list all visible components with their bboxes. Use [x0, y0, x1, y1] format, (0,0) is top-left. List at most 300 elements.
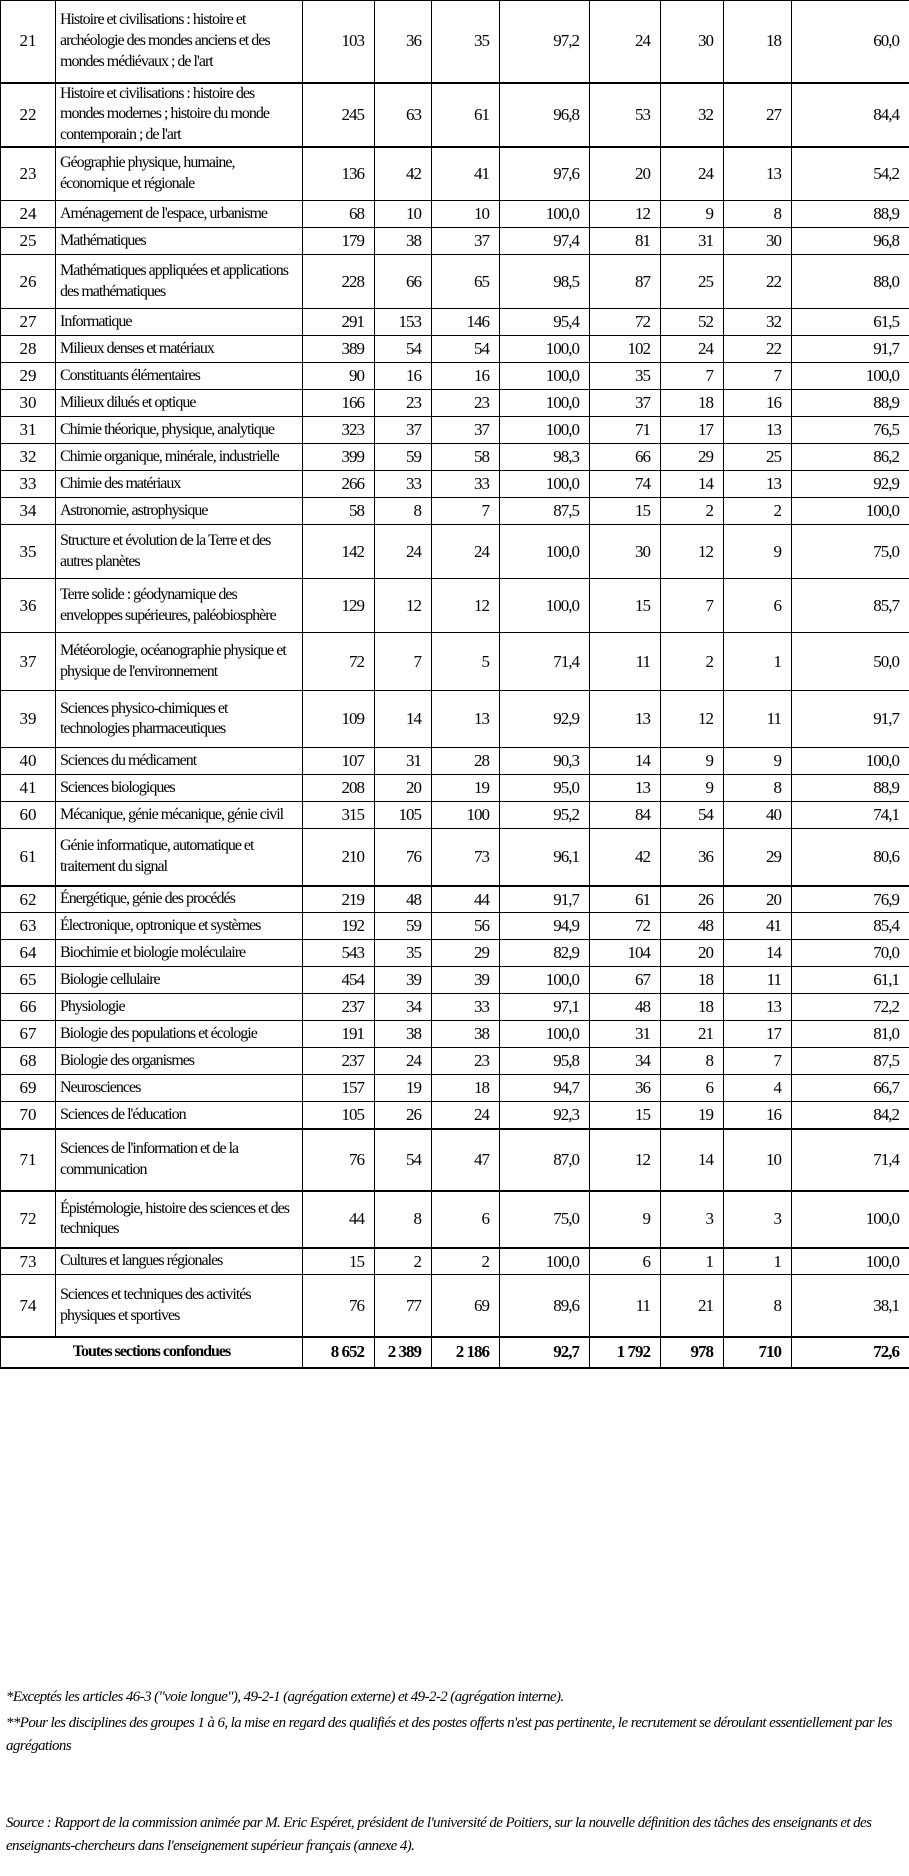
value-cell-2: 38: [375, 1021, 432, 1048]
section-number: 70: [1, 1102, 56, 1129]
value-cell-7: 10: [724, 1129, 792, 1191]
value-cell-5: 67: [590, 967, 661, 994]
section-label: Mathématiques appliquées et applications des mathématiques: [56, 255, 303, 309]
value-cell-5: 53: [590, 83, 661, 147]
value-cell-3: 69: [432, 1275, 500, 1337]
section-number: 25: [1, 228, 56, 255]
value-cell-6: 54: [661, 802, 724, 829]
value-cell-1: 129: [303, 579, 375, 633]
value-cell-7: 7: [724, 363, 792, 390]
value-cell-8: 88,9: [792, 201, 909, 228]
value-cell-6: 31: [661, 228, 724, 255]
value-cell-6: 3: [661, 1191, 724, 1248]
table-row: [1, 579, 909, 633]
value-cell-5: 87: [590, 255, 661, 309]
table-row: [1, 228, 909, 255]
value-cell-1: 399: [303, 444, 375, 471]
value-cell-4: 89,6: [500, 1275, 590, 1337]
value-cell-3: 7: [432, 498, 500, 525]
value-cell-4: 92,7: [500, 1337, 590, 1368]
value-cell-4: 97,6: [500, 147, 590, 201]
table-row: [1, 1048, 909, 1075]
value-cell-4: 82,9: [500, 940, 590, 967]
value-cell-3: 35: [432, 1, 500, 83]
table-row: [1, 748, 909, 775]
section-number: 66: [1, 994, 56, 1021]
section-label: Structure et évolution de la Terre et des autres planètes: [56, 525, 303, 579]
value-cell-3: 12: [432, 579, 500, 633]
value-cell-5: 36: [590, 1075, 661, 1102]
value-cell-7: 11: [724, 691, 792, 748]
value-cell-7: 8: [724, 1275, 792, 1337]
value-cell-8: 76,9: [792, 886, 909, 913]
value-cell-8: 91,7: [792, 691, 909, 748]
value-cell-3: 28: [432, 748, 500, 775]
value-cell-4: 97,4: [500, 228, 590, 255]
value-cell-2: 2: [375, 1248, 432, 1275]
value-cell-6: 48: [661, 913, 724, 940]
value-cell-1: 76: [303, 1275, 375, 1337]
table-row: [1, 147, 909, 201]
value-cell-3: 41: [432, 147, 500, 201]
value-cell-5: 48: [590, 994, 661, 1021]
value-cell-5: 6: [590, 1248, 661, 1275]
section-label: Électronique, optronique et systèmes: [56, 913, 303, 940]
value-cell-2: 26: [375, 1102, 432, 1129]
section-label: Chimie théorique, physique, analytique: [56, 417, 303, 444]
value-cell-1: 237: [303, 994, 375, 1021]
value-cell-8: 71,4: [792, 1129, 909, 1191]
value-cell-2: 39: [375, 967, 432, 994]
value-cell-5: 20: [590, 147, 661, 201]
value-cell-2: 33: [375, 471, 432, 498]
table-row: [1, 1, 909, 83]
value-cell-3: 54: [432, 336, 500, 363]
value-cell-8: 70,0: [792, 940, 909, 967]
section-label: Géographie physique, humaine, économique et régionale: [56, 147, 303, 201]
value-cell-4: 96,1: [500, 829, 590, 886]
value-cell-4: 87,0: [500, 1129, 590, 1191]
value-cell-6: 7: [661, 579, 724, 633]
value-cell-5: 74: [590, 471, 661, 498]
value-cell-7: 11: [724, 967, 792, 994]
section-label: Mathématiques: [56, 228, 303, 255]
value-cell-4: 91,7: [500, 886, 590, 913]
value-cell-3: 47: [432, 1129, 500, 1191]
section-label: Cultures et langues régionales: [56, 1248, 303, 1275]
value-cell-5: 1 792: [590, 1337, 661, 1368]
value-cell-5: 72: [590, 309, 661, 336]
value-cell-6: 19: [661, 1102, 724, 1129]
section-number: 34: [1, 498, 56, 525]
section-number: 24: [1, 201, 56, 228]
value-cell-6: 2: [661, 498, 724, 525]
value-cell-4: 92,3: [500, 1102, 590, 1129]
value-cell-3: 73: [432, 829, 500, 886]
total-row: [1, 1337, 909, 1368]
value-cell-8: 72,6: [792, 1337, 909, 1368]
value-cell-8: 81,0: [792, 1021, 909, 1048]
section-number: 63: [1, 913, 56, 940]
section-number: 27: [1, 309, 56, 336]
value-cell-6: 24: [661, 147, 724, 201]
value-cell-3: 38: [432, 1021, 500, 1048]
value-cell-6: 14: [661, 471, 724, 498]
value-cell-1: 58: [303, 498, 375, 525]
value-cell-4: 75,0: [500, 1191, 590, 1248]
value-cell-3: 13: [432, 691, 500, 748]
value-cell-2: 76: [375, 829, 432, 886]
value-cell-2: 10: [375, 201, 432, 228]
value-cell-1: 245: [303, 83, 375, 147]
section-number: 21: [1, 1, 56, 83]
table-row: [1, 775, 909, 802]
value-cell-2: 54: [375, 336, 432, 363]
value-cell-5: 72: [590, 913, 661, 940]
section-label: Physiologie: [56, 994, 303, 1021]
value-cell-4: 95,0: [500, 775, 590, 802]
value-cell-3: 37: [432, 417, 500, 444]
value-cell-7: 1: [724, 633, 792, 691]
table-row: [1, 1275, 909, 1337]
value-cell-6: 8: [661, 1048, 724, 1075]
value-cell-2: 14: [375, 691, 432, 748]
value-cell-6: 18: [661, 994, 724, 1021]
value-cell-7: 3: [724, 1191, 792, 1248]
value-cell-8: 100,0: [792, 1248, 909, 1275]
value-cell-2: 34: [375, 994, 432, 1021]
value-cell-8: 38,1: [792, 1275, 909, 1337]
table-row: [1, 525, 909, 579]
value-cell-7: 9: [724, 525, 792, 579]
table-row: [1, 1191, 909, 1248]
value-cell-5: 37: [590, 390, 661, 417]
value-cell-6: 9: [661, 201, 724, 228]
value-cell-3: 2 186: [432, 1337, 500, 1368]
value-cell-1: 107: [303, 748, 375, 775]
value-cell-8: 50,0: [792, 633, 909, 691]
value-cell-2: 66: [375, 255, 432, 309]
value-cell-6: 14: [661, 1129, 724, 1191]
section-number: 33: [1, 471, 56, 498]
value-cell-2: 48: [375, 886, 432, 913]
value-cell-6: 2: [661, 633, 724, 691]
value-cell-6: 18: [661, 967, 724, 994]
value-cell-7: 16: [724, 1102, 792, 1129]
value-cell-5: 13: [590, 691, 661, 748]
table-row: [1, 829, 909, 886]
value-cell-7: 13: [724, 994, 792, 1021]
value-cell-5: 15: [590, 1102, 661, 1129]
section-number: 37: [1, 633, 56, 691]
value-cell-2: 153: [375, 309, 432, 336]
footnote-disciplines: **Pour les disciplines des groupes 1 à 6, la mise en regard des qualifiés et des postes offerts n'est pas pertinente, le recrutement se déroulant essentiellement par les agrégations: [6, 1715, 892, 1755]
value-cell-8: 88,9: [792, 390, 909, 417]
value-cell-8: 72,2: [792, 994, 909, 1021]
value-cell-5: 31: [590, 1021, 661, 1048]
value-cell-1: 76: [303, 1129, 375, 1191]
section-label: Chimie organique, minérale, industrielle: [56, 444, 303, 471]
value-cell-2: 38: [375, 228, 432, 255]
table-body: [1, 1, 909, 1368]
table-row: [1, 691, 909, 748]
value-cell-7: 22: [724, 255, 792, 309]
table-row: [1, 471, 909, 498]
table-row: [1, 633, 909, 691]
value-cell-6: 30: [661, 1, 724, 83]
value-cell-5: 66: [590, 444, 661, 471]
section-label: Informatique: [56, 309, 303, 336]
value-cell-4: 100,0: [500, 967, 590, 994]
value-cell-5: 14: [590, 748, 661, 775]
section-label: Chimie des matériaux: [56, 471, 303, 498]
value-cell-3: 61: [432, 83, 500, 147]
value-cell-8: 96,8: [792, 228, 909, 255]
value-cell-1: 389: [303, 336, 375, 363]
section-number: 65: [1, 967, 56, 994]
value-cell-4: 94,7: [500, 1075, 590, 1102]
value-cell-4: 100,0: [500, 525, 590, 579]
table-row: [1, 390, 909, 417]
value-cell-5: 11: [590, 633, 661, 691]
value-cell-7: 30: [724, 228, 792, 255]
section-number: 64: [1, 940, 56, 967]
value-cell-6: 1: [661, 1248, 724, 1275]
value-cell-1: 208: [303, 775, 375, 802]
section-number: 35: [1, 525, 56, 579]
value-cell-2: 35: [375, 940, 432, 967]
table-row: [1, 1248, 909, 1275]
value-cell-6: 12: [661, 525, 724, 579]
value-cell-3: 65: [432, 255, 500, 309]
value-cell-4: 100,0: [500, 579, 590, 633]
value-cell-4: 92,9: [500, 691, 590, 748]
value-cell-5: 71: [590, 417, 661, 444]
value-cell-4: 95,2: [500, 802, 590, 829]
value-cell-3: 23: [432, 390, 500, 417]
section-number: 72: [1, 1191, 56, 1248]
value-cell-7: 41: [724, 913, 792, 940]
section-label: Biologie des populations et écologie: [56, 1021, 303, 1048]
table-row: [1, 363, 909, 390]
value-cell-1: 219: [303, 886, 375, 913]
value-cell-3: 18: [432, 1075, 500, 1102]
value-cell-2: 77: [375, 1275, 432, 1337]
value-cell-4: 97,2: [500, 1, 590, 83]
value-cell-7: 2: [724, 498, 792, 525]
value-cell-2: 36: [375, 1, 432, 83]
value-cell-3: 44: [432, 886, 500, 913]
value-cell-3: 10: [432, 201, 500, 228]
section-label: Aménagement de l'espace, urbanisme: [56, 201, 303, 228]
value-cell-6: 25: [661, 255, 724, 309]
value-cell-7: 32: [724, 309, 792, 336]
value-cell-5: 61: [590, 886, 661, 913]
source-note: Source : Rapport de la commission animée par M. Eric Espéret, président de l'université de Poitiers, sur la nouvelle définition des tâches des enseignants et des enseignants-chercheurs dans l'enseignement supérieur français (annexe 4).: [6, 1815, 872, 1855]
value-cell-1: 179: [303, 228, 375, 255]
table-row: [1, 83, 909, 147]
value-cell-2: 24: [375, 525, 432, 579]
value-cell-4: 98,3: [500, 444, 590, 471]
value-cell-7: 7: [724, 1048, 792, 1075]
section-number: 32: [1, 444, 56, 471]
value-cell-7: 13: [724, 471, 792, 498]
value-cell-5: 104: [590, 940, 661, 967]
section-number: 22: [1, 83, 56, 147]
section-number: 30: [1, 390, 56, 417]
value-cell-2: 7: [375, 633, 432, 691]
value-cell-4: 100,0: [500, 390, 590, 417]
value-cell-1: 543: [303, 940, 375, 967]
value-cell-7: 17: [724, 1021, 792, 1048]
value-cell-6: 21: [661, 1021, 724, 1048]
table-row: [1, 802, 909, 829]
value-cell-7: 6: [724, 579, 792, 633]
value-cell-7: 13: [724, 147, 792, 201]
value-cell-6: 12: [661, 691, 724, 748]
value-cell-2: 8: [375, 1191, 432, 1248]
value-cell-8: 87,5: [792, 1048, 909, 1075]
value-cell-4: 100,0: [500, 336, 590, 363]
value-cell-5: 30: [590, 525, 661, 579]
table-row: [1, 1129, 909, 1191]
value-cell-8: 60,0: [792, 1, 909, 83]
value-cell-6: 32: [661, 83, 724, 147]
value-cell-5: 81: [590, 228, 661, 255]
value-cell-2: 37: [375, 417, 432, 444]
section-number: 31: [1, 417, 56, 444]
value-cell-5: 11: [590, 1275, 661, 1337]
value-cell-5: 12: [590, 201, 661, 228]
value-cell-4: 100,0: [500, 471, 590, 498]
value-cell-4: 87,5: [500, 498, 590, 525]
value-cell-3: 19: [432, 775, 500, 802]
table-row: [1, 1075, 909, 1102]
section-label: Sciences et techniques des activités physiques et sportives: [56, 1275, 303, 1337]
section-label: Histoire et civilisations : histoire des mondes modernes ; histoire du monde contemporain ; de l'art: [56, 83, 303, 147]
section-label: Sciences biologiques: [56, 775, 303, 802]
value-cell-3: 56: [432, 913, 500, 940]
table-row: [1, 498, 909, 525]
value-cell-3: 58: [432, 444, 500, 471]
value-cell-1: 109: [303, 691, 375, 748]
value-cell-2: 12: [375, 579, 432, 633]
section-label: Sciences du médicament: [56, 748, 303, 775]
value-cell-8: 75,0: [792, 525, 909, 579]
value-cell-8: 61,1: [792, 967, 909, 994]
value-cell-8: 85,4: [792, 913, 909, 940]
value-cell-3: 16: [432, 363, 500, 390]
value-cell-4: 95,8: [500, 1048, 590, 1075]
value-cell-2: 8: [375, 498, 432, 525]
value-cell-4: 90,3: [500, 748, 590, 775]
value-cell-3: 29: [432, 940, 500, 967]
section-label: Mécanique, génie mécanique, génie civil: [56, 802, 303, 829]
section-number: 28: [1, 336, 56, 363]
value-cell-2: 2 389: [375, 1337, 432, 1368]
footnote-exceptions: *Exceptés les articles 46-3 ("voie longue"), 49-2-1 (agrégation externe) et 49-2-2 (agrégation interne).: [6, 1689, 564, 1705]
value-cell-2: 59: [375, 913, 432, 940]
value-cell-3: 146: [432, 309, 500, 336]
total-label: Toutes sections confondues: [1, 1337, 303, 1368]
value-cell-3: 6: [432, 1191, 500, 1248]
section-number: 68: [1, 1048, 56, 1075]
value-cell-7: 22: [724, 336, 792, 363]
value-cell-6: 17: [661, 417, 724, 444]
value-cell-7: 4: [724, 1075, 792, 1102]
value-cell-4: 71,4: [500, 633, 590, 691]
table-row: [1, 255, 909, 309]
section-label: Neurosciences: [56, 1075, 303, 1102]
value-cell-4: 100,0: [500, 1248, 590, 1275]
section-number: 41: [1, 775, 56, 802]
table-row: [1, 886, 909, 913]
value-cell-8: 84,2: [792, 1102, 909, 1129]
value-cell-2: 105: [375, 802, 432, 829]
section-number: 71: [1, 1129, 56, 1191]
value-cell-8: 91,7: [792, 336, 909, 363]
value-cell-7: 710: [724, 1337, 792, 1368]
value-cell-2: 16: [375, 363, 432, 390]
value-cell-1: 191: [303, 1021, 375, 1048]
value-cell-8: 85,7: [792, 579, 909, 633]
value-cell-6: 20: [661, 940, 724, 967]
value-cell-8: 66,7: [792, 1075, 909, 1102]
value-cell-5: 35: [590, 363, 661, 390]
value-cell-7: 27: [724, 83, 792, 147]
value-cell-6: 18: [661, 390, 724, 417]
value-cell-2: 24: [375, 1048, 432, 1075]
value-cell-1: 291: [303, 309, 375, 336]
section-label: Génie informatique, automatique et traitement du signal: [56, 829, 303, 886]
value-cell-4: 100,0: [500, 201, 590, 228]
value-cell-5: 102: [590, 336, 661, 363]
section-number: 40: [1, 748, 56, 775]
value-cell-8: 54,2: [792, 147, 909, 201]
table-row: [1, 444, 909, 471]
section-label: Sciences de l'information et de la communication: [56, 1129, 303, 1191]
value-cell-7: 1: [724, 1248, 792, 1275]
section-label: Météorologie, océanographie physique et physique de l'environnement: [56, 633, 303, 691]
value-cell-3: 24: [432, 1102, 500, 1129]
value-cell-1: 8 652: [303, 1337, 375, 1368]
value-cell-1: 136: [303, 147, 375, 201]
value-cell-8: 92,9: [792, 471, 909, 498]
value-cell-5: 42: [590, 829, 661, 886]
value-cell-3: 2: [432, 1248, 500, 1275]
section-number: 69: [1, 1075, 56, 1102]
value-cell-8: 84,4: [792, 83, 909, 147]
value-cell-7: 8: [724, 201, 792, 228]
section-label: Biologie cellulaire: [56, 967, 303, 994]
value-cell-7: 18: [724, 1, 792, 83]
value-cell-1: 142: [303, 525, 375, 579]
value-cell-8: 100,0: [792, 748, 909, 775]
value-cell-8: 100,0: [792, 363, 909, 390]
value-cell-6: 9: [661, 748, 724, 775]
value-cell-8: 74,1: [792, 802, 909, 829]
table-row: [1, 309, 909, 336]
value-cell-3: 37: [432, 228, 500, 255]
section-number: 23: [1, 147, 56, 201]
value-cell-1: 90: [303, 363, 375, 390]
section-label: Biochimie et biologie moléculaire: [56, 940, 303, 967]
value-cell-1: 192: [303, 913, 375, 940]
value-cell-4: 100,0: [500, 417, 590, 444]
section-number: 61: [1, 829, 56, 886]
value-cell-7: 9: [724, 748, 792, 775]
value-cell-1: 44: [303, 1191, 375, 1248]
